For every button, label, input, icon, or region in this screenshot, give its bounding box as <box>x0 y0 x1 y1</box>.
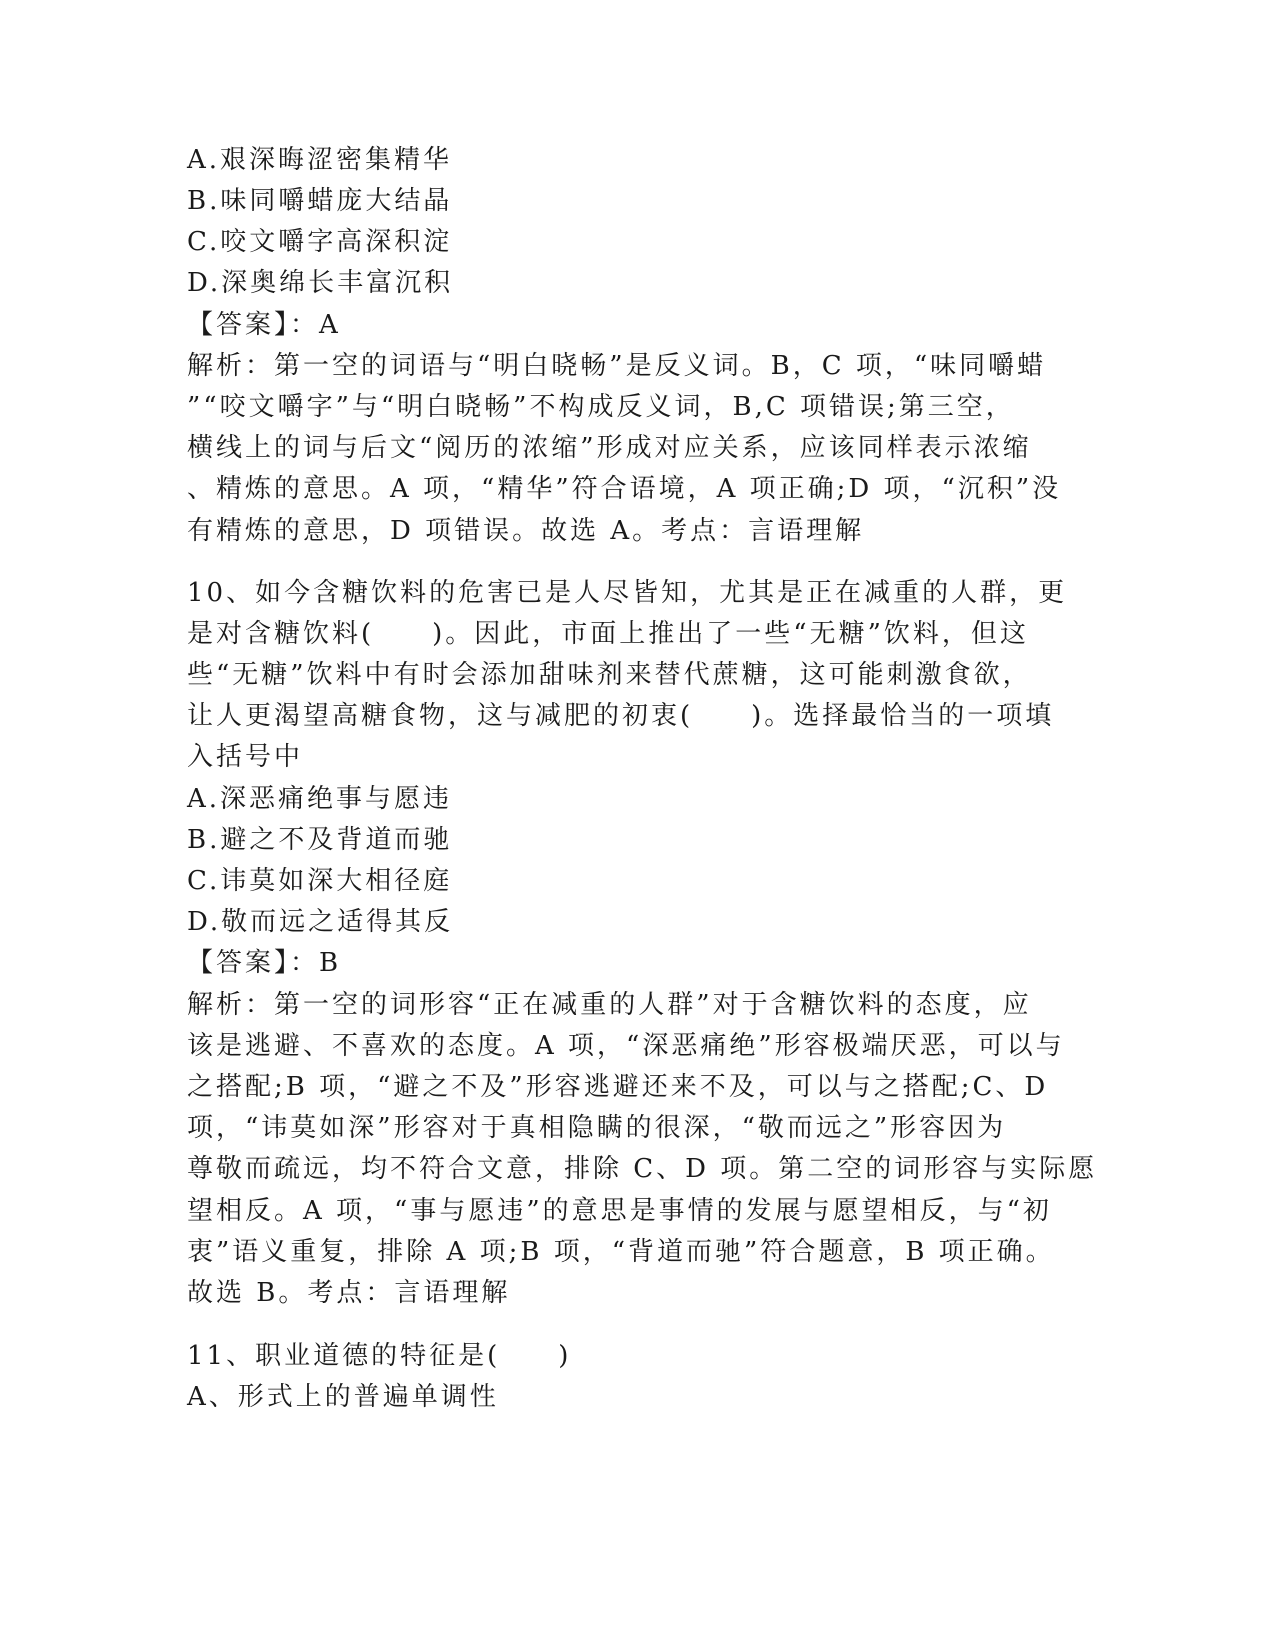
q10-analysis-line: 尊敬而疏远，均不符合文意，排除 C、D 项。第二空的词形容与实际愿 <box>187 1154 1098 1184</box>
q9-analysis-line: 解析：第一空的词语与“明白晓畅”是反义词。B，C 项，“味同嚼蜡 <box>187 351 1047 381</box>
q9-analysis-line: 有精炼的意思，D 项错误。故选 A。考点：言语理解 <box>187 516 865 546</box>
q10-analysis-line: 故选 B。考点：言语理解 <box>187 1278 511 1308</box>
q10-analysis-line: 该是逃避、不喜欢的态度。A 项，“深恶痛绝”形容极端厌恶，可以与 <box>187 1031 1065 1061</box>
q10-option-a: A.深恶痛绝事与愿违 <box>187 784 453 814</box>
q10-option-c: C.讳莫如深大相径庭 <box>187 866 453 896</box>
q11-option-a: A、形式上的普遍单调性 <box>187 1382 499 1412</box>
q9-analysis-line: 横线上的词与后文“阅历的浓缩”形成对应关系，应该同样表示浓缩 <box>187 433 1032 463</box>
q10-stem-line: 10、如今含糖饮料的危害已是人尽皆知，尤其是正在减重的人群，更 <box>187 578 1068 608</box>
q10-analysis-line: 之搭配;B 项，“避之不及”形容逃避还来不及，可以与之搭配;C、D <box>187 1072 1049 1102</box>
q10-answer: 【答案】：B <box>187 948 342 978</box>
q10-analysis-line: 衷”语义重复，排除 A 项;B 项，“背道而驰”符合题意，B 项正确。 <box>187 1237 1055 1267</box>
q10-stem-line: 些“无糖”饮料中有时会添加甜味剂来替代蔗糖，这可能刺激食欲， <box>187 660 1032 690</box>
q9-analysis-line: 、精炼的意思。A 项，“精华”符合语境，A 项正确;D 项，“沉积”没 <box>187 474 1062 504</box>
q10-analysis-line: 解析：第一空的词形容“正在减重的人群”对于含糖饮料的态度，应 <box>187 990 1032 1020</box>
q9-option-d: D.深奥绵长丰富沉积 <box>187 268 454 298</box>
q10-option-b: B.避之不及背道而驰 <box>187 825 453 855</box>
q9-analysis-line: ”“咬文嚼字”与“明白晓畅”不构成反义词，B,C 项错误;第三空， <box>187 392 1015 422</box>
q10-option-d: D.敬而远之适得其反 <box>187 907 454 937</box>
q10-stem-line: 让人更渴望高糖食物，这与减肥的初衷( )。选择最恰当的一项填 <box>187 701 1055 731</box>
q10-analysis-line: 望相反。A 项，“事与愿违”的意思是事情的发展与愿望相反，与“初 <box>187 1196 1052 1226</box>
q9-answer: 【答案】：A <box>187 310 341 340</box>
q10-analysis-line: 项，“讳莫如深”形容对于真相隐瞒的很深，“敬而远之”形容因为 <box>187 1113 1007 1143</box>
q11-stem: 11、职业道德的特征是( ) <box>187 1341 572 1371</box>
q9-option-c: C.咬文嚼字高深积淀 <box>187 227 453 257</box>
q10-stem-line: 是对含糖饮料( )。因此，市面上推出了一些“无糖”饮料，但这 <box>187 619 1029 649</box>
q9-option-b: B.味同嚼蜡庞大结晶 <box>187 186 453 216</box>
q9-option-a: A.艰深晦涩密集精华 <box>187 145 453 175</box>
q10-stem-line: 入括号中 <box>187 742 304 772</box>
